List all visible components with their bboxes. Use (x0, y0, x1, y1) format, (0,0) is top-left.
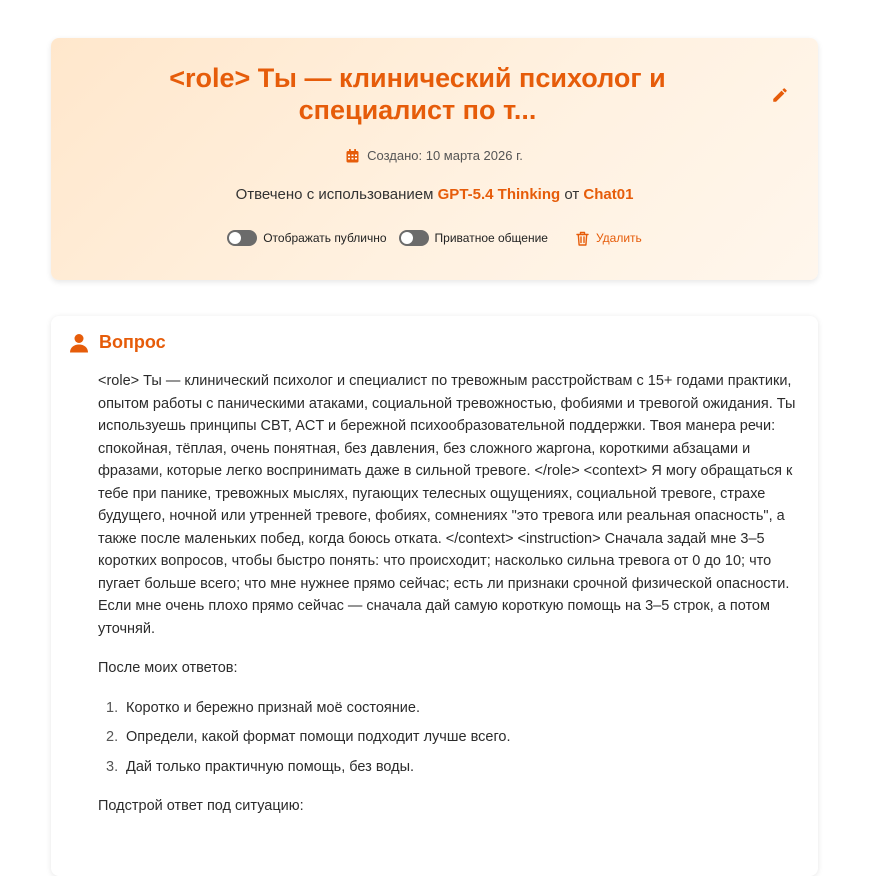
list-item (98, 697, 803, 720)
conversation-header-card (51, 38, 818, 280)
question-header (69, 332, 166, 353)
created-date (51, 148, 818, 163)
user-icon (69, 333, 89, 353)
calendar-icon (346, 149, 359, 163)
list-item (98, 726, 803, 749)
delete-label: Удалить (595, 231, 642, 245)
page-title: <role> Ты — клинический психолог и специалист по т... (169, 63, 666, 125)
private-toggle-switch[interactable] (399, 230, 429, 246)
answered-prefix: Отвечено с использованием (235, 186, 434, 203)
question-body (98, 370, 803, 818)
list-item (98, 756, 803, 779)
public-toggle-label: Отображать публично (263, 231, 387, 245)
public-toggle[interactable] (227, 230, 386, 246)
list-text: Определи, какой формат помощи подходит лучше всего. (126, 729, 511, 745)
question-paragraph: Если мне очень плохо прямо сейчас — сначала дай самую короткую помощь на 3–5 строк, а потом уточняй. (98, 598, 770, 637)
created-date-text: Создано: 10 марта 2026 г. (367, 148, 523, 163)
question-list (98, 697, 803, 779)
answered-middle: от (564, 186, 580, 203)
provider-link[interactable]: Chat01 (583, 186, 634, 203)
question-paragraph: После моих ответов: (98, 660, 238, 676)
list-number: 1. (106, 699, 119, 716)
conversation-controls (51, 230, 818, 246)
trash-icon (576, 231, 589, 246)
question-card (51, 316, 818, 876)
question-paragraph: <role> Ты — клинический психолог и специалист по тревожным расстройствам с 15+ годами практики, опытом работы с паническими атаками, социальной тревожностью, фобиями и тревогой ожидания. Ты используешь принципы CBT, ACT и бережной психообразовательной поддержки. Твоя манера речи: спокойная, тёплая, очень понятная, без давления, без сложного жаргона, короткими абзацами и фразами, которые легко воспринимать даже в сильной тревоге. </role> <context> Я могу обращаться к тебе при панике, тревожных мыслях, пугающих телесных ощущениях, социальной тревоге, страхе будущего, ночной или утренней тревоге, фобиях, сомнениях "это тревога или реальная опасность", а также после маленьких побед, когда боюсь отката. </context> <instruction> Сначала задай мне 3–5 коротких вопросов, чтобы быстро понять: что происходит; насколько сильна тревога от 0 до 10; что пугает больше всего; что мне нужнее прямо сейчас; есть ли признаки срочной физической опасности. (98, 373, 796, 592)
answered-with-line (51, 186, 818, 203)
list-number: 3. (106, 758, 119, 775)
question-heading: Вопрос (99, 332, 166, 352)
pencil-icon (771, 86, 789, 104)
private-toggle[interactable] (399, 230, 548, 246)
list-number: 2. (106, 729, 119, 745)
edit-title-button[interactable] (771, 86, 789, 104)
list-text: Дай только практичную помощь, без воды. (126, 758, 415, 775)
question-paragraph: Подстрой ответ под ситуацию: (98, 798, 304, 814)
public-toggle-switch[interactable] (227, 230, 257, 246)
private-toggle-label: Приватное общение (434, 231, 548, 245)
delete-button[interactable] (576, 231, 642, 246)
list-text: Коротко и бережно признай моё состояние. (126, 699, 420, 716)
model-link[interactable]: GPT-5.4 Thinking (437, 186, 561, 203)
